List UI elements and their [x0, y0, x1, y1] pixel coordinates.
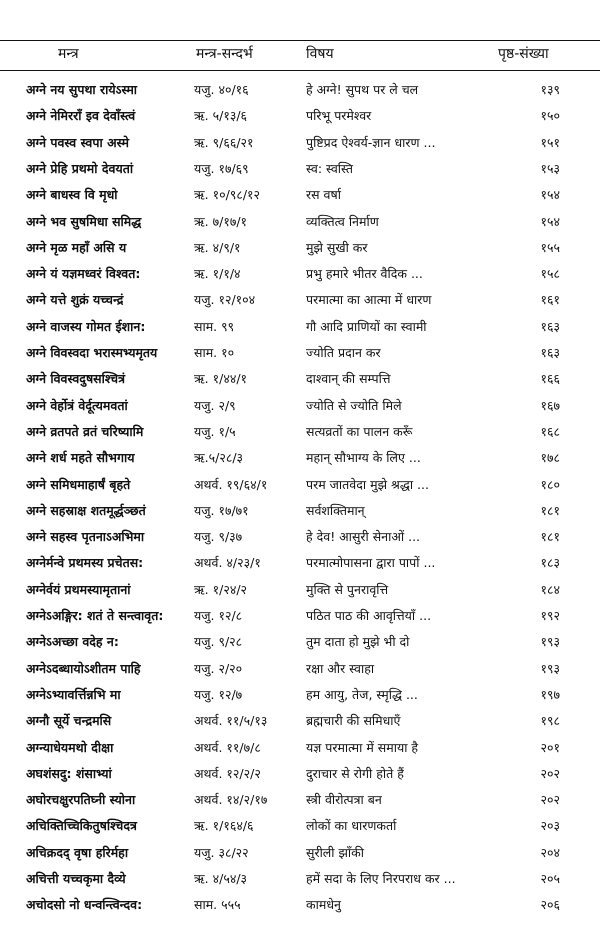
reference-cell: ऋ. १/२४/२: [194, 581, 248, 597]
page-number-cell: १६३: [540, 318, 560, 334]
page-number-cell: २०२: [540, 792, 560, 808]
subject-cell: कामधेनु: [306, 897, 341, 913]
page-number-cell: १७८: [540, 450, 560, 466]
table-row: [0, 499, 600, 525]
page-number-cell: १९२: [540, 608, 560, 623]
reference-cell: अथर्व. ११/५/१३: [194, 713, 268, 729]
table-row: [0, 78, 600, 104]
mantra-cell: अग्ने वेर्होत्रं वेर्दूत्यमवतां: [26, 397, 128, 413]
mantra-cell: अग्ने व्रतपते व्रतं चरिष्यामि: [26, 423, 144, 439]
mantra-cell: अघशंसदु: शंसाभ्यां: [26, 765, 112, 781]
table-row: [0, 341, 600, 367]
reference-cell: यजु. ३८/२२: [194, 844, 249, 860]
page-number-cell: २०१: [540, 739, 560, 755]
mantra-cell: अग्ने सहस्राक्ष शतमूर्द्धञ्छतं: [26, 502, 146, 518]
mantra-cell: अग्नेर्वयं प्रथमस्यामृतानां: [26, 581, 131, 597]
mantra-cell: अग्ने मृळ महाँ असि य: [26, 239, 127, 255]
mantra-cell: अग्ने बाधस्व वि मृधो: [26, 187, 118, 203]
subject-cell: परम जातवेदा मुझे श्रद्धा ...: [306, 476, 429, 492]
reference-cell: यजु. २/९: [194, 397, 236, 413]
table-row: [0, 446, 600, 472]
subject-cell: स्व: स्वस्ति: [306, 160, 354, 176]
mantra-cell: अग्नेर्मन्वे प्रथमस्य प्रचेतस:: [26, 555, 144, 571]
reference-cell: ऋ. ५/१३/६: [194, 108, 248, 124]
table-row: [0, 131, 600, 157]
reference-cell: साम. ९९: [194, 318, 235, 334]
page-number-cell: १५१: [540, 134, 560, 150]
page-number-cell: १९३: [540, 660, 560, 676]
reference-cell: यजु. १२/१०४: [194, 292, 256, 308]
page-number-cell: १३९: [540, 82, 560, 97]
subject-cell: परमात्मोपासना द्वारा पापों ...: [306, 555, 436, 571]
mantra-cell: अग्ने शर्ध महते सौभगाय: [26, 450, 135, 466]
subject-cell: लोकों का धारणकर्ता: [306, 818, 397, 834]
subject-cell: पठित पाठ की आवृत्तियाँ ...: [306, 608, 432, 623]
subject-cell: ब्रह्मचारी की समिधाएँ: [306, 713, 401, 729]
subject-cell: प्रभु हमारे भीतर वैदिक ...: [306, 266, 423, 282]
reference-cell: साम. ५५५: [194, 897, 241, 913]
subject-cell: तुम दाता हो मुझे भी दो: [306, 634, 410, 650]
mantra-cell: अचोदसो नो धन्वन्त्विन्दव:: [26, 897, 143, 913]
subject-cell: दाश्वान् की सम्पत्ति: [306, 371, 391, 387]
reference-cell: ऋ.५/२८/३: [194, 450, 244, 466]
mantra-cell: अग्न्याधेयमथो दीक्षा: [26, 739, 114, 755]
subject-cell: हमें सदा के लिए निरपराध कर ...: [306, 871, 456, 886]
reference-cell: यजु. ४०/१६: [194, 82, 249, 97]
table-row: [0, 867, 600, 893]
page-number-cell: १८१: [540, 502, 560, 518]
reference-cell: अथर्व. १२/२/२: [194, 765, 261, 781]
mantra-cell: अग्ने नय सुपथा रायेऽस्मा: [26, 82, 138, 97]
reference-cell: ऋ. १/१/४: [194, 266, 241, 282]
subject-cell: हे अग्ने! सुपथ पर ले चल: [306, 82, 419, 97]
table-row: [0, 473, 600, 499]
reference-cell: अथर्व. १४/२/१७: [194, 792, 268, 808]
subject-cell: यज्ञ परमात्मा में समाया है: [306, 739, 419, 755]
subject-cell: सत्यव्रतों का पालन करूँ: [306, 423, 413, 439]
subject-cell: व्यक्तित्व निर्माण: [306, 213, 379, 229]
reference-cell: ऋ. ७/१७/१: [194, 213, 248, 229]
mantra-cell: अचिक्रदद् वृषा हरिर्महा: [26, 844, 129, 860]
mantra-cell: अग्ने नेमिरराँ इव देवाँस्त्वं: [26, 108, 136, 124]
reference-cell: ऋ. १०/९८/१२: [194, 187, 261, 203]
page-number-cell: २०२: [540, 765, 560, 781]
subject-cell: परिभू परमेश्वर: [306, 108, 372, 124]
page-number-cell: १६८: [540, 423, 560, 439]
subject-cell: मुझे सुखी कर: [306, 239, 368, 255]
page-number-cell: १६१: [540, 292, 560, 308]
page-number-cell: १५०: [540, 108, 560, 124]
reference-cell: यजु. ९/३७: [194, 529, 243, 545]
table-row: [0, 367, 600, 393]
subject-cell: मुक्ति से पुनरावृत्ति: [306, 581, 389, 597]
reference-cell: ऋ. ४/९/१: [194, 239, 241, 255]
table-row: [0, 709, 600, 735]
table-row: [0, 394, 600, 420]
page-number-cell: १५३: [540, 160, 560, 176]
reference-cell: साम. १०: [194, 345, 235, 360]
reference-cell: अथर्व. ४/२३/१: [194, 555, 261, 571]
table-row: [0, 288, 600, 314]
page-number-cell: २०६: [540, 897, 560, 913]
page-number-cell: १६६: [540, 371, 560, 387]
table-row: [0, 657, 600, 683]
page-number-cell: १८१: [540, 529, 560, 545]
table-row: [0, 578, 600, 604]
subject-cell: हम आयु, तेज, स्मृद्धि ...: [306, 686, 418, 702]
table-row: [0, 420, 600, 446]
reference-cell: यजु. १७/६९: [194, 160, 249, 176]
mantra-cell: अचित्ती यच्चकृमा दैव्ये: [26, 871, 126, 886]
mantra-cell: अग्ने भव सुषमिधा समिद्ध: [26, 213, 142, 229]
table-row: [0, 841, 600, 867]
mantra-cell: अग्ने वाजस्य गोमत ईशान:: [26, 318, 146, 334]
table-row: [0, 157, 600, 183]
page-number-cell: १६७: [540, 397, 560, 413]
mantra-cell: अग्ने विवस्वदा भरास्मभ्यमृतय: [26, 345, 158, 360]
subject-cell: स्त्री वीरोत्पत्रा बन: [306, 792, 382, 808]
table-row: [0, 183, 600, 209]
subject-cell: रस वर्षा: [306, 187, 341, 203]
subject-cell: गौ आदि प्राणियों का स्वामी: [306, 318, 427, 334]
subject-cell: हे देव! आसुरी सेनाओं ...: [306, 529, 421, 545]
reference-cell: यजु. १७/७१: [194, 502, 249, 518]
page-number-cell: १५४: [540, 213, 560, 229]
mantra-cell: अग्ने सहस्व पृतनाऽअभिमा: [26, 529, 145, 545]
mantra-cell: अग्नेऽअच्छा वदेह न:: [26, 634, 119, 650]
page-number-cell: १८४: [540, 581, 560, 597]
mantra-cell: अग्ने प्रेहि प्रथमो देवयतां: [26, 160, 134, 176]
reference-cell: यजु. ९/२८: [194, 634, 243, 650]
page-number-cell: १५८: [540, 266, 560, 282]
reference-cell: ऋ. ९/६६/२१: [194, 134, 254, 150]
table-row: [0, 210, 600, 236]
subject-cell: ज्योति प्रदान कर: [306, 345, 381, 360]
page-number-cell: १८३: [540, 555, 560, 571]
table-row: [0, 551, 600, 577]
reference-cell: यजु. १२/७: [194, 686, 243, 702]
subject-cell: सर्वशक्तिमान्: [306, 502, 365, 518]
table-row: [0, 236, 600, 262]
table-row: [0, 315, 600, 341]
subject-cell: रक्षा और स्वाहा: [306, 660, 375, 676]
table-row: [0, 893, 600, 919]
subject-cell: ज्योति से ज्योति मिले: [306, 397, 402, 413]
mantra-cell: अग्ने विवस्वदुषसश्चित्रं: [26, 371, 126, 387]
page-number-cell: २०३: [540, 818, 560, 834]
reference-cell: ऋ. १/४४/१: [194, 371, 248, 387]
header-mantra: मन्त्र: [58, 46, 79, 62]
page-number-cell: २०४: [540, 844, 560, 860]
table-row: [0, 262, 600, 288]
table-row: [0, 762, 600, 788]
header-rule: [0, 70, 600, 71]
subject-cell: महान् सौभाग्य के लिए ...: [306, 450, 421, 466]
reference-cell: अथर्व. १९/६४/१: [194, 476, 268, 492]
mantra-cell: अग्नेऽदब्धायोऽशीतम पाहि: [26, 660, 141, 676]
header-vishay: विषय: [306, 46, 334, 62]
page-number-cell: १५४: [540, 187, 560, 203]
mantra-cell: अचिक्तिच्चिकितुषश्चिदत्र: [26, 818, 137, 834]
mantra-cell: अग्नेऽअङ्गिर: शतं ते सन्त्वावृत:: [26, 608, 164, 623]
page-number-cell: १९८: [540, 713, 560, 729]
table-row: [0, 814, 600, 840]
mantra-cell: अग्ने यत्ते शुक्रं यच्चन्द्रं: [26, 292, 124, 308]
table-row: [0, 736, 600, 762]
table-row: [0, 525, 600, 551]
table-row: [0, 683, 600, 709]
mantra-cell: अग्नेऽभ्यावर्त्तिन्नभि मा: [26, 686, 121, 702]
reference-cell: ऋ. ४/५४/३: [194, 871, 248, 886]
reference-cell: यजु. १/५: [194, 423, 236, 439]
mantra-cell: अग्नौ सूर्ये चन्द्रमसि: [26, 713, 112, 729]
page-number-cell: २०५: [540, 871, 560, 886]
header-sandarbh: मन्त्र-सन्दर्भ: [196, 46, 253, 62]
page-number-cell: १८०: [540, 476, 560, 492]
table-row: [0, 630, 600, 656]
table-row: [0, 604, 600, 630]
table-row: [0, 788, 600, 814]
page-number-cell: १९३: [540, 634, 560, 650]
table-row: [0, 104, 600, 130]
mantra-cell: अघोरचक्षुरपतिघ्नी स्योना: [26, 792, 136, 808]
mantra-cell: अग्ने समिधमाहार्षं बृहते: [26, 476, 131, 492]
header-page: पृष्ठ-संख्या: [498, 46, 549, 62]
subject-cell: सुरीली झाँकी: [306, 844, 365, 860]
reference-cell: यजु. १२/८: [194, 608, 243, 623]
mantra-cell: अग्ने पवस्व स्वपा अस्मे: [26, 134, 129, 150]
table-header: [0, 40, 600, 70]
subject-cell: परमात्मा का आत्मा में धारण: [306, 292, 432, 308]
mantra-cell: अग्ने यं यज्ञमध्वरं विश्वत:: [26, 266, 141, 282]
subject-cell: पुष्टिप्रद ऐश्वर्य-ज्ञान धारण ...: [306, 134, 436, 150]
reference-cell: अथर्व. ११/७/८: [194, 739, 261, 755]
page-number-cell: १९७: [540, 686, 560, 702]
page-number-cell: १५५: [540, 239, 560, 255]
reference-cell: यजु. २/२०: [194, 660, 243, 676]
page-number-cell: १६३: [540, 345, 560, 360]
reference-cell: ऋ. १/१६४/६: [194, 818, 254, 834]
subject-cell: दुराचार से रोगी होते हैं: [306, 765, 404, 781]
